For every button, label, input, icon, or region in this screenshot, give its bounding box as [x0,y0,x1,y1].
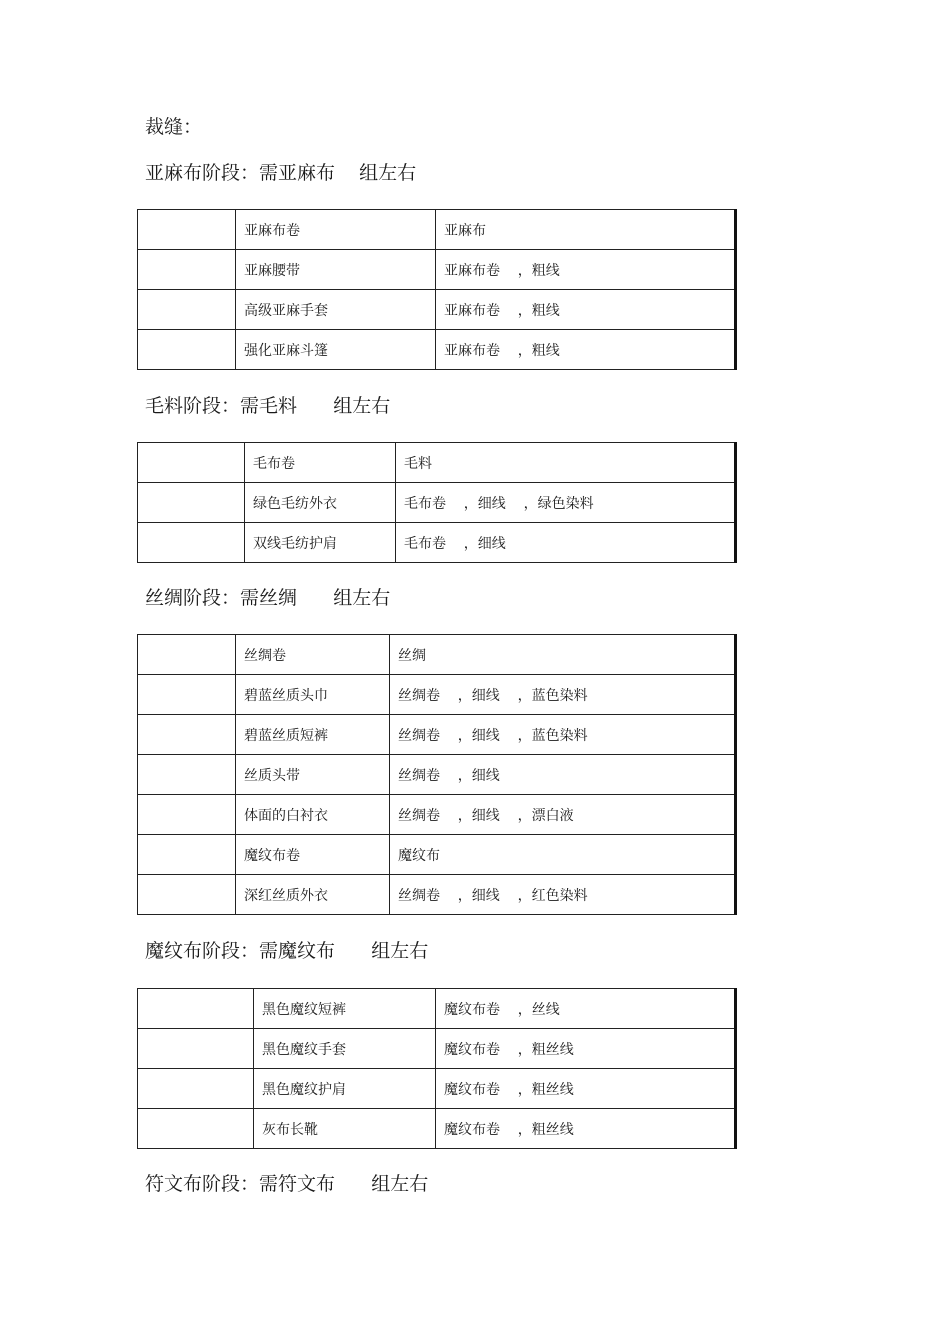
materials-cell: 魔纹布卷 ，粗丝线 [436,1069,736,1109]
recipe-table-wool [137,442,737,563]
recipe-table-mageweave [137,988,737,1149]
item-cell: 亚麻腰带 [236,250,436,290]
table-row [138,443,736,483]
blank-cell [138,290,236,330]
materials-cell: 魔纹布卷 ，粗丝线 [436,1109,736,1149]
materials-cell: 魔纹布 [390,835,736,875]
blank-cell [138,675,236,715]
materials-cell: 亚麻布 [436,210,736,250]
blank-cell [138,989,254,1029]
blank-cell [138,210,236,250]
blank-cell [138,250,236,290]
item-cell: 黑色魔纹手套 [254,1029,436,1069]
table-row [138,635,736,675]
item-cell: 双线毛纺护肩 [245,523,396,563]
blank-cell [138,443,245,483]
blank-cell [138,715,236,755]
blank-cell [138,755,236,795]
table-row [138,875,736,915]
item-cell: 绿色毛纺外衣 [245,483,396,523]
blank-cell [138,1029,254,1069]
section-heading-mageweave: 魔纹布阶段：需魔纹布 组左右 [145,940,429,962]
materials-cell: 亚麻布卷 ，粗线 [436,250,736,290]
table-row [138,835,736,875]
table-row [138,795,736,835]
materials-cell: 丝绸 [390,635,736,675]
item-cell: 魔纹布卷 [236,835,390,875]
item-cell: 丝绸卷 [236,635,390,675]
recipe-table-silk [137,634,737,915]
table-row [138,755,736,795]
materials-cell: 毛布卷 ，细线 ，绿色染料 [396,483,736,523]
materials-cell: 毛布卷 ，细线 [396,523,736,563]
blank-cell [138,1109,254,1149]
materials-cell: 魔纹布卷 ，丝线 [436,989,736,1029]
materials-cell: 丝绸卷 ，细线 ，漂白液 [390,795,736,835]
page-title: 裁缝： [145,116,203,138]
item-cell: 毛布卷 [245,443,396,483]
materials-cell: 丝绸卷 ，细线 ，蓝色染料 [390,675,736,715]
item-cell: 黑色魔纹短裤 [254,989,436,1029]
table-row [138,989,736,1029]
blank-cell [138,483,245,523]
recipe-table-linen [137,209,737,370]
table-row [138,290,736,330]
table-row [138,250,736,290]
blank-cell [138,795,236,835]
table-row [138,715,736,755]
blank-cell [138,1069,254,1109]
table-row [138,1109,736,1149]
table-row [138,210,736,250]
materials-cell: 魔纹布卷 ，粗丝线 [436,1029,736,1069]
table-row [138,483,736,523]
materials-cell: 毛料 [396,443,736,483]
blank-cell [138,635,236,675]
table-row [138,675,736,715]
materials-cell: 丝绸卷 ，细线 [390,755,736,795]
item-cell: 丝质头带 [236,755,390,795]
section-heading-linen: 亚麻布阶段：需亚麻布 组左右 [145,162,417,184]
materials-cell: 亚麻布卷 ，粗线 [436,290,736,330]
table-row [138,330,736,370]
item-cell: 碧蓝丝质头巾 [236,675,390,715]
item-cell: 碧蓝丝质短裤 [236,715,390,755]
item-cell: 体面的白衬衣 [236,795,390,835]
blank-cell [138,835,236,875]
table-row [138,523,736,563]
item-cell: 强化亚麻斗篷 [236,330,436,370]
item-cell: 高级亚麻手套 [236,290,436,330]
materials-cell: 丝绸卷 ，细线 ，红色染料 [390,875,736,915]
item-cell: 深红丝质外衣 [236,875,390,915]
blank-cell [138,523,245,563]
item-cell: 亚麻布卷 [236,210,436,250]
materials-cell: 亚麻布卷 ，粗线 [436,330,736,370]
item-cell: 黑色魔纹护肩 [254,1069,436,1109]
item-cell: 灰布长靴 [254,1109,436,1149]
blank-cell [138,330,236,370]
table-row [138,1069,736,1109]
section-heading-wool: 毛料阶段：需毛料 组左右 [145,395,391,417]
blank-cell [138,875,236,915]
section-heading-silk: 丝绸阶段：需丝绸 组左右 [145,587,391,609]
table-row [138,1029,736,1069]
materials-cell: 丝绸卷 ，细线 ，蓝色染料 [390,715,736,755]
section-heading-runecloth: 符文布阶段：需符文布 组左右 [145,1173,429,1195]
